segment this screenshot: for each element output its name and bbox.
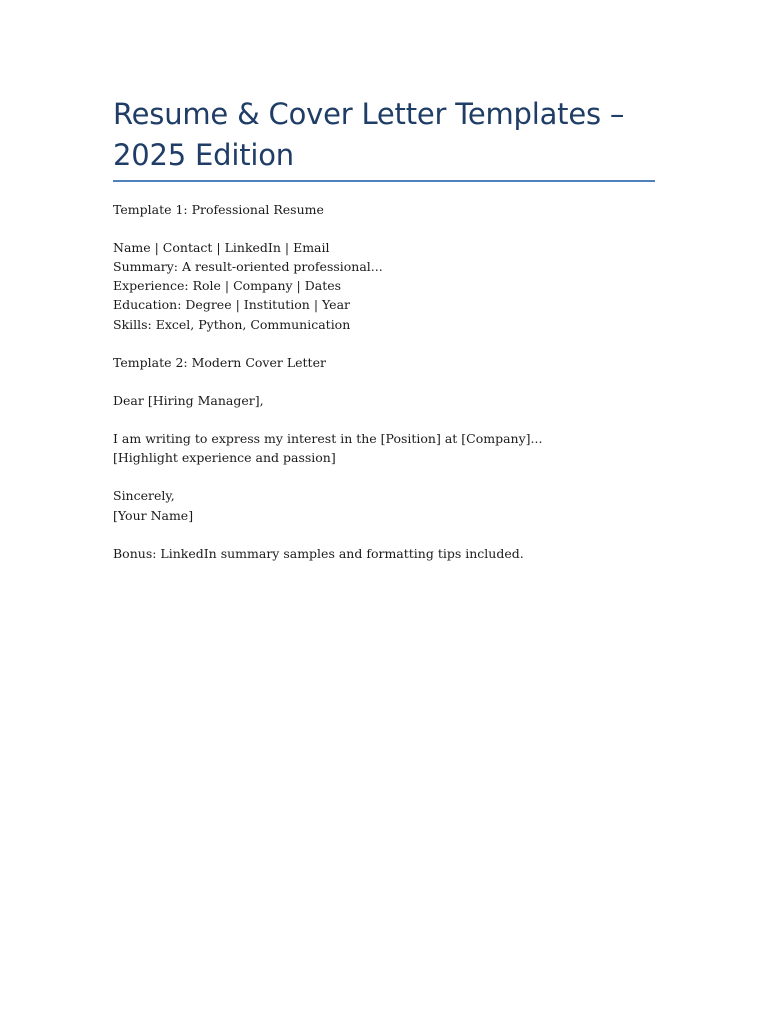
title-block: [113, 94, 673, 176]
template1-experience: Experience: Role | Company | Dates: [113, 278, 342, 294]
template1-heading: Template 1: Professional Resume: [113, 202, 324, 217]
template2-body-line-2: [Highlight experience and passion]: [113, 450, 336, 466]
blank-line: [113, 219, 673, 238]
title-line-1: Resume & Cover Letter Templates –: [113, 97, 625, 131]
template2-heading: Template 2: Modern Cover Letter: [113, 354, 326, 370]
blank-line: [113, 372, 673, 391]
template1-education: Education: Degree | Institution | Year: [113, 297, 351, 313]
template2-closing: Sincerely,: [113, 488, 175, 504]
blank-line: [113, 334, 673, 353]
template2-greeting: Dear [Hiring Manager],: [113, 392, 264, 408]
document-body: [113, 200, 673, 563]
template1-skills: Skills: Excel, Python, Communication: [113, 316, 351, 332]
title-divider: [113, 180, 655, 182]
document-title: [113, 94, 673, 176]
template2-body-line-1: I am writing to express my interest in the [Position] at [Company]...: [113, 431, 543, 447]
blank-line: [113, 410, 673, 429]
blank-line: [113, 467, 673, 486]
template2-signature: [Your Name]: [113, 507, 194, 523]
template1-name-line: Name | Contact | LinkedIn | Email: [113, 240, 330, 256]
blank-line: [113, 525, 673, 544]
bonus-note: Bonus: LinkedIn summary samples and formatting tips included.: [113, 545, 524, 561]
title-line-2: 2025 Edition: [113, 138, 294, 172]
template1-summary: Summary: A result-oriented professional...: [113, 259, 383, 275]
